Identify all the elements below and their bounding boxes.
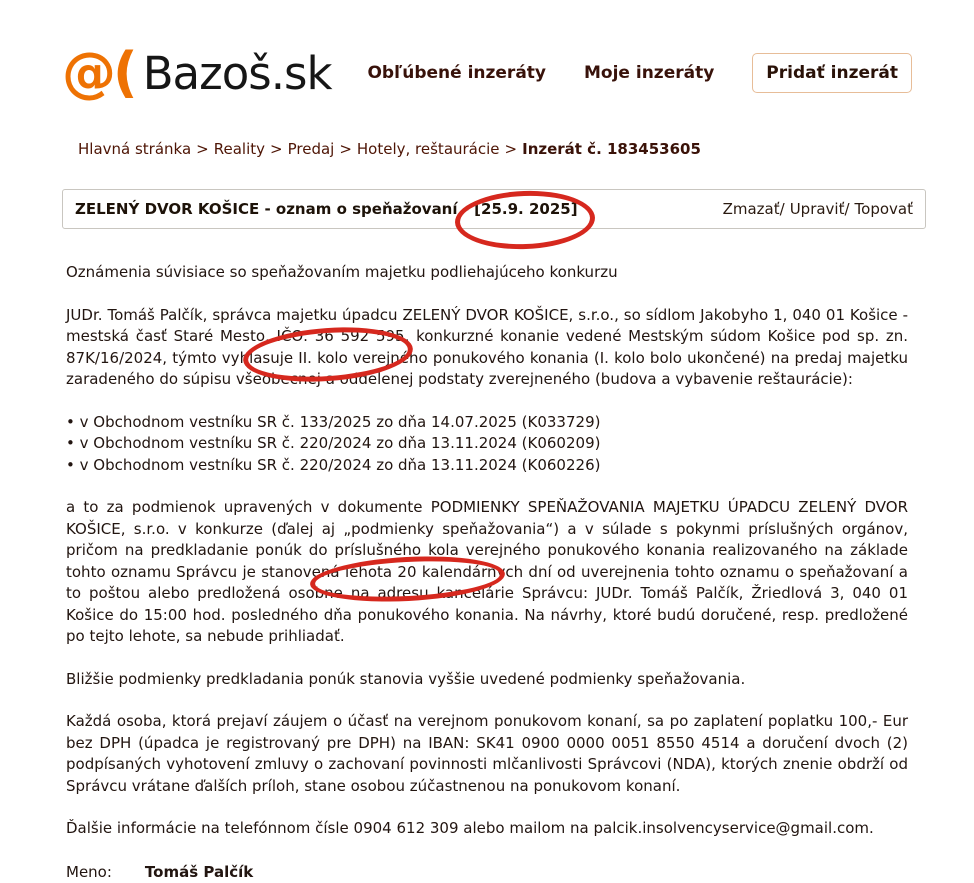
nav-my-ads-link[interactable]: Moje inzeráty bbox=[584, 63, 714, 83]
bazos-at-icon: @( bbox=[62, 46, 135, 100]
nav-favorite-ads-link[interactable]: Obľúbené inzeráty bbox=[367, 63, 546, 83]
edit-listing-link[interactable]: Upraviť bbox=[790, 200, 845, 218]
top-nav bbox=[367, 53, 912, 93]
header bbox=[0, 0, 974, 100]
description-intro: Oznámenia súvisiace so speňažovaním majetku podliehajúceho konkurzu bbox=[66, 262, 908, 284]
breadcrumb-separator: > bbox=[196, 140, 209, 158]
gazette-bullet-item: • v Obchodnom vestníku SR č. 220/2024 zo dňa 13.11.2024 (K060209) bbox=[66, 433, 908, 455]
description-paragraph: JUDr. Tomáš Palčík, správca majetku úpadcu ZELENÝ DVOR KOŠICE, s.r.o., so sídlom Jakobyho 1, 040 01 Košice - mestská časť Staré Mesto, IČO: 36 592 595, konkurzné konanie vedené Mestským súdom Košice pod sp. zn. 87K/16/2024, týmto vyhlasuje II. kolo verejného ponukového konania (I. kolo bolo ukončené) na predaj majetku zaradeného do súpisu všeobecnej a oddelenej podstaty zverejneného (budova a vybavenie reštaurácie): bbox=[66, 305, 908, 391]
add-listing-button[interactable]: Pridať inzerát bbox=[752, 53, 912, 93]
description-paragraph: Bližšie podmienky predkladania ponúk stanovia vyššie uvedené podmienky speňažovania. bbox=[66, 669, 908, 691]
breadcrumb-home-link[interactable]: Hlavná stránka bbox=[78, 140, 191, 158]
gazette-bullet-item: • v Obchodnom vestníku SR č. 133/2025 zo dňa 14.07.2025 (K033729) bbox=[66, 412, 908, 434]
listing-actions bbox=[723, 200, 913, 218]
delete-listing-link[interactable]: Zmazať bbox=[723, 200, 780, 218]
description-paragraph: Ďalšie informácie na telefónnom čísle 0904 612 309 alebo mailom na palcik.insolvencyservice@gmail.com. bbox=[66, 818, 908, 840]
breadcrumb-separator: > bbox=[505, 140, 518, 158]
listing-title: ZELENÝ DVOR KOŠICE - oznam o speňažovaní - [25.9. 2025] bbox=[75, 200, 578, 218]
breadcrumb-current-listing: Inzerát č. 183453605 bbox=[522, 140, 701, 158]
promote-listing-link[interactable]: Topovať bbox=[855, 200, 913, 218]
gazette-bullet-item: • v Obchodnom vestníku SR č. 220/2024 zo dňa 13.11.2024 (K060226) bbox=[66, 455, 908, 477]
breadcrumb-category-link[interactable]: Hotely, reštaurácie bbox=[357, 140, 500, 158]
breadcrumb-reality-link[interactable]: Reality bbox=[214, 140, 265, 158]
logo-text: Bazoš.sk bbox=[143, 51, 332, 96]
action-separator: / bbox=[844, 200, 849, 218]
listing-description bbox=[66, 262, 908, 883]
description-paragraph: Každá osoba, ktorá prejaví záujem o účasť na verejnom ponukovom konaní, sa po zaplatení poplatku 100,- Eur bez DPH (úpadca je registrovaný pre DPH) na IBAN: SK41 0900 0000 0051 8550 4514 a doručení dvoch (2) podpísaných vyhotovení zmluvy o zachovaní povinnosti mlčanlivosti Správcovi (NDA), ktorých znenie obdrží od Správcu vrátane ďalších príloh, stane osobou zúčastnenou na ponukovom konaní. bbox=[66, 711, 908, 797]
action-separator: / bbox=[780, 200, 785, 218]
seller-name-value: Tomáš Palčík bbox=[145, 862, 253, 883]
listing-title-bar bbox=[62, 189, 926, 229]
breadcrumb-predaj-link[interactable]: Predaj bbox=[288, 140, 335, 158]
breadcrumb-separator: > bbox=[270, 140, 283, 158]
gazette-bullet-list bbox=[66, 412, 908, 477]
breadcrumb-separator: > bbox=[339, 140, 352, 158]
breadcrumb bbox=[78, 140, 974, 158]
logo[interactable] bbox=[62, 46, 332, 100]
seller-name-label: Meno: bbox=[66, 862, 112, 883]
description-paragraph: a to za podmienok upravených v dokumente PODMIENKY SPEŇAŽOVANIA MAJETKU ÚPADCU ZELENÝ DVOR KOŠICE, s.r.o. v konkurze (ďalej aj „podmienky speňažovania“) a v súlade s pokynmi príslušných orgánov, pričom na predkladanie ponúk do príslušného kola verejného ponukového konania realizovaného na základe tohto oznamu Správcu je stanovená lehota 20 kalendárnych dní od uverejnenia tohto oznamu o speňažovaní a to poštou alebo predložená osobne na adresu kancelárie Správcu: JUDr. Tomáš Palčík, Žriedlová 3, 040 01 Košice do 15:00 hod. posledného dňa ponukového konania. Na návrhy, ktoré budú doručené, resp. predložené po tejto lehote, sa nebude prihliadať. bbox=[66, 497, 908, 648]
